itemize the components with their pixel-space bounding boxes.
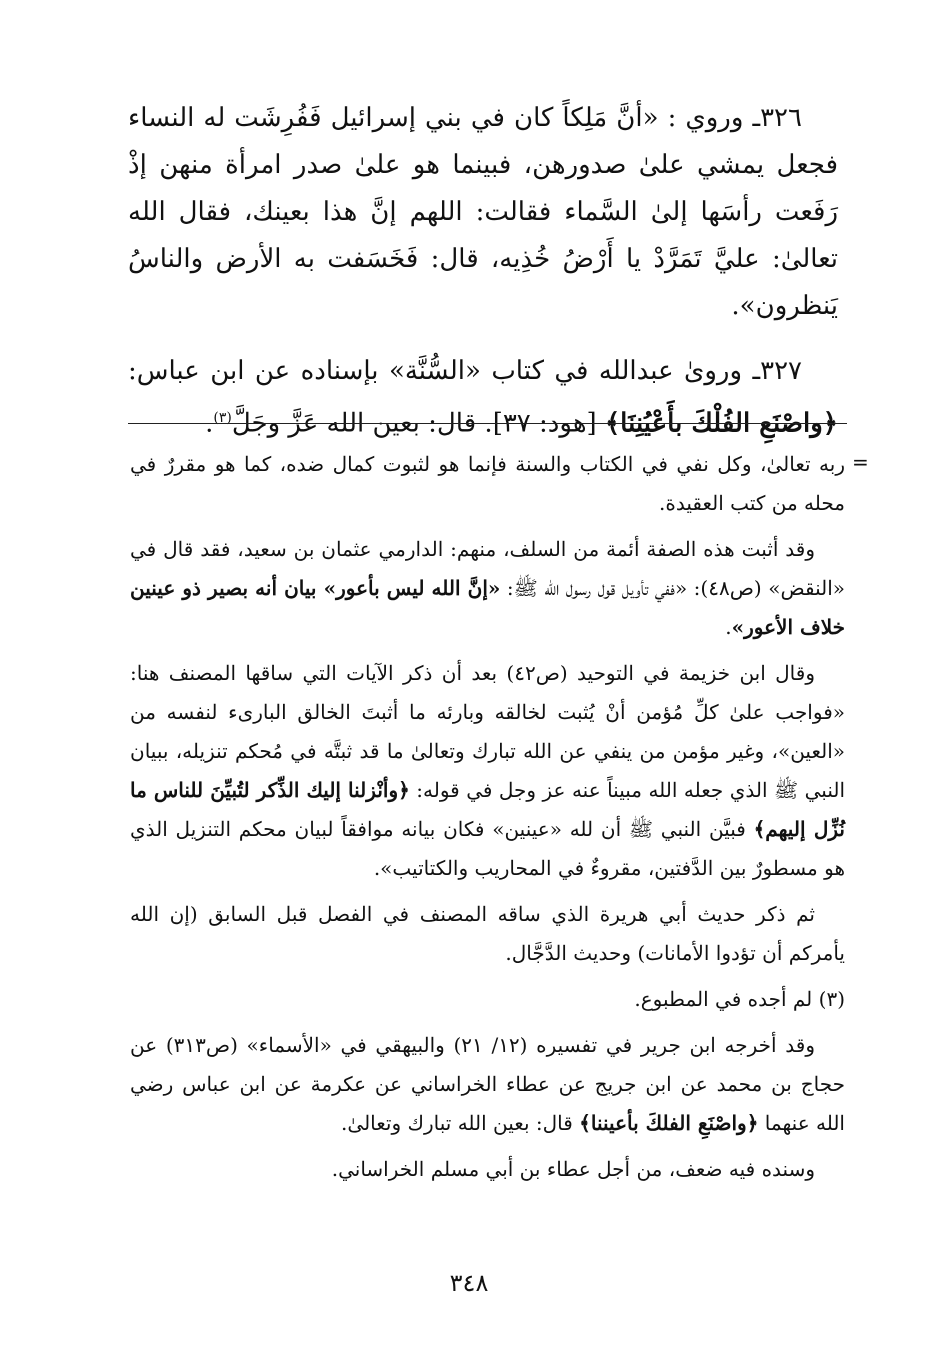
footnote-3-sources-text: وقد أخرجه ابن جرير في تفسيره (١٢/ ٢١) والبيهقي في «الأسماء» (ص٣١٣) عن حجاج بن محمد عن ابن جريج عن عطاء الخراساني عن عكرمة عن ابن عباس رضي الله عنهما <box>130 1033 845 1135</box>
paragraph-327-end: . <box>205 408 214 439</box>
quran-quote-3: ﴿واصْنَعِ الفلكَ بأعيننا﴾ <box>579 1111 759 1135</box>
page-number: ٣٤٨ <box>449 1269 489 1297</box>
footnote-3-grading: وسنده فيه ضعف، من أجل عطاء بن أبي مسلم الخراساني. <box>331 1157 815 1181</box>
footnote-darimi-end: . <box>725 615 732 639</box>
quran-quote-2: ﴿وأنْزلنا إليك الذِّكر لتُبيِّنَ للناس ما نُزِّل إليهم﴾ <box>130 778 845 841</box>
footnote-darimi <box>130 530 845 647</box>
paragraph-327 <box>128 348 838 448</box>
footnote-divider <box>128 423 847 424</box>
footnote-ibn-khuzaymah-rest: فبيَّن النبي ﷺ أن لله «عينين» فكان بيانه موافقاً لبيان محكم التنزيل الذي هو مسطورٌ بين الدَّفتين، مقروءٌ في المحاريب والكتاتيب». <box>130 817 845 880</box>
footnote-continuation: ربه تعالىٰ، وكل نفي في الكتاب والسنة فإنما هو لثبوت كمال ضده، كما هو مقررٌ في محله من كتب العقيدة. <box>130 452 845 515</box>
footnote-ibn-khuzaymah <box>130 654 845 888</box>
paragraph-326-text: ٣٢٦ـ وروي : «أنَّ مَلِكاً كان في بني إسرائيل فَفُرِشَت له النساء فجعل يمشي علىٰ صدورهن، فبينما هو علىٰ صدر امرأة منهن إذْ رَفَعت رأسَها إلىٰ السَّماء فقالت: اللهم إنَّ هذا بعينك، فقال الله تعالىٰ: عليَّ تَمَرَّدْ يا أَرْضُ خُذِيه، قال: فَخَسَفت به الأرض والناسُ يَنظرون». <box>128 103 838 321</box>
footnote-3: (٣) لم أجده في المطبوع. <box>634 987 845 1011</box>
footnote-abu-hurayrah: ثم ذكر حديث أبي هريرة الذي ساقه المصنف في الفصل قبل السابق (إن الله يأمركم أن تؤدوا الأمانات) وحديث الدَّجَّال. <box>130 902 845 965</box>
footnote-ref-3: (٣) <box>213 410 232 426</box>
paragraph-327-intro: ٣٢٧ـ وروىٰ عبدالله في كتاب «السُّنَّة» بإسناده عن ابن عباس: <box>128 356 803 386</box>
main-text <box>128 95 838 466</box>
paragraph-327-rest: [هود: ٣٧]. قال: بعين الله عَزَّ وجَلَّ <box>231 408 605 439</box>
footnote-darimi-text: وقد أثبت هذه الصفة أئمة من السلف، منهم: الدارمي عثمان بن سعيد، فقد قال في «النقض» (ص٤٨): «ففي تأويل قول رسول الله ﷺ: <box>130 537 845 600</box>
footnotes <box>130 445 845 1196</box>
paragraph-326 <box>128 95 838 330</box>
footnote-3-sources <box>130 1026 845 1143</box>
quran-quote: ﴿واصْنَعِ الفُلْكَ بأَعْيُنِنَا﴾ <box>604 408 838 439</box>
hadith-quote: «إنَّ الله ليس بأعور» بيان أنه بصير ذو عينين خلاف الأعور» <box>130 576 845 639</box>
footnote-continuation-mark: = <box>852 450 869 474</box>
footnote-ibn-khuzaymah-text: وقال ابن خزيمة في التوحيد (ص٤٢) بعد أن ذكر الآيات التي ساقها المصنف هنا: «فواجب علىٰ كلِّ مُؤمن أنْ يُثبت لخالقه وبارئه ما أثبتَ الخالق البارىء لنفسه من «العين»، وغير مؤمن من ينفي عن الله تبارك وتعالىٰ ما قد ثبتَّه في مُحكم تنزيله، ببيان النبي ﷺ الذي جعله الله مبيناً عنه عز وجل في قوله: <box>130 661 845 802</box>
footnote-3-sources-rest: قال: بعين الله تبارك وتعالىٰ. <box>341 1111 580 1135</box>
